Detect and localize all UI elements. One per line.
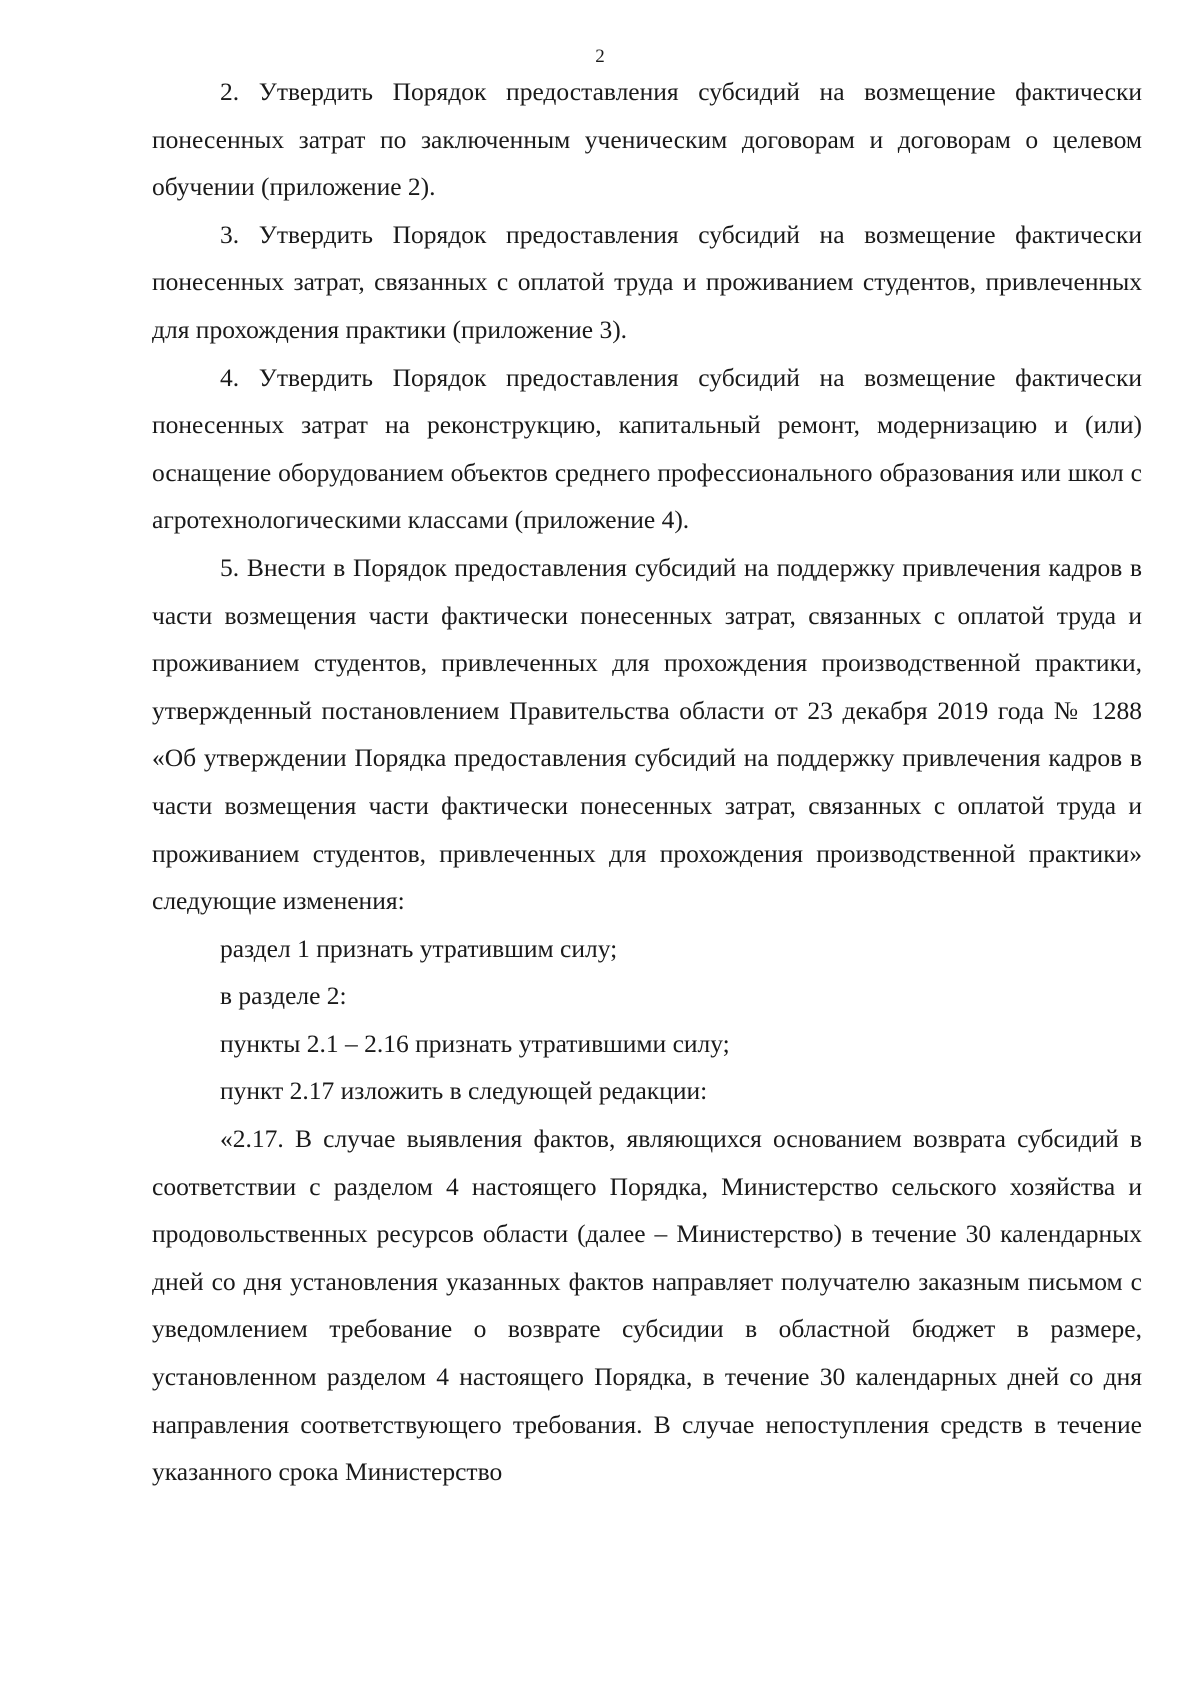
amendment-section-2-heading: в разделе 2: — [220, 981, 347, 1011]
paragraph-item-2: 2. Утвердить Порядок предоставления субсидий на возмещение фактически понесенных затрат по заключенным ученическим договорам и договорам о целевом обучении (приложение 2). — [152, 77, 1142, 202]
page-number: 2 — [595, 46, 605, 67]
amendment-section-1: раздел 1 признать утратившим силу; — [220, 933, 618, 963]
point-2-17-new-text: «2.17. В случае выявления фактов, являющихся основанием возврата субсидий в соответствии с разделом 4 настоящего Порядка, Министерство сельского хозяйства и продовольственных ресурсов области (далее – Министерство) в течение 30 календарных дней со дня установления указанных фактов направляет получателю заказным письмом с уведомлением требование о возврате субсидии в областной бюджет в размере, установленном разделом 4 настоящего Порядка, в течение 30 календарных дней со дня направления соответствующего требования. В случае непоступления средств в течение указанного срока Министерство — [152, 1124, 1142, 1487]
amendment-point-2-17-intro: пункт 2.17 изложить в следующей редакции: — [220, 1076, 708, 1106]
paragraph-item-4: 4. Утвердить Порядок предоставления субсидий на возмещение фактически понесенных затрат на реконструкцию, капитальный ремонт, модернизацию и (или) оснащение оборудованием объектов среднего профессионального образования или школ с агротехнологическими классами (приложение 4). — [152, 362, 1142, 535]
amendment-points-2-1-2-16: пункты 2.1 – 2.16 признать утратившими силу; — [220, 1028, 730, 1058]
document-body — [152, 68, 1142, 1496]
paragraph-item-3: 3. Утвердить Порядок предоставления субсидий на возмещение фактически понесенных затрат, связанных с оплатой труда и проживанием студентов, привлеченных для прохождения практики (приложение 3). — [152, 219, 1142, 344]
paragraph-item-5: 5. Внести в Порядок предоставления субсидий на поддержку привлечения кадров в части возмещения части фактически понесенных затрат, связанных с оплатой труда и проживанием студентов, привлеченных для прохождения производственной практики, утвержденный постановлением Правительства области от 23 декабря 2019 года № 1288 «Об утверждении Порядка предоставления субсидий на поддержку привлечения кадров в части возмещения части фактически понесенных затрат, связанных с оплатой труда и проживанием студентов, привлеченных для прохождения производственной практики» следующие изменения: — [152, 552, 1142, 916]
